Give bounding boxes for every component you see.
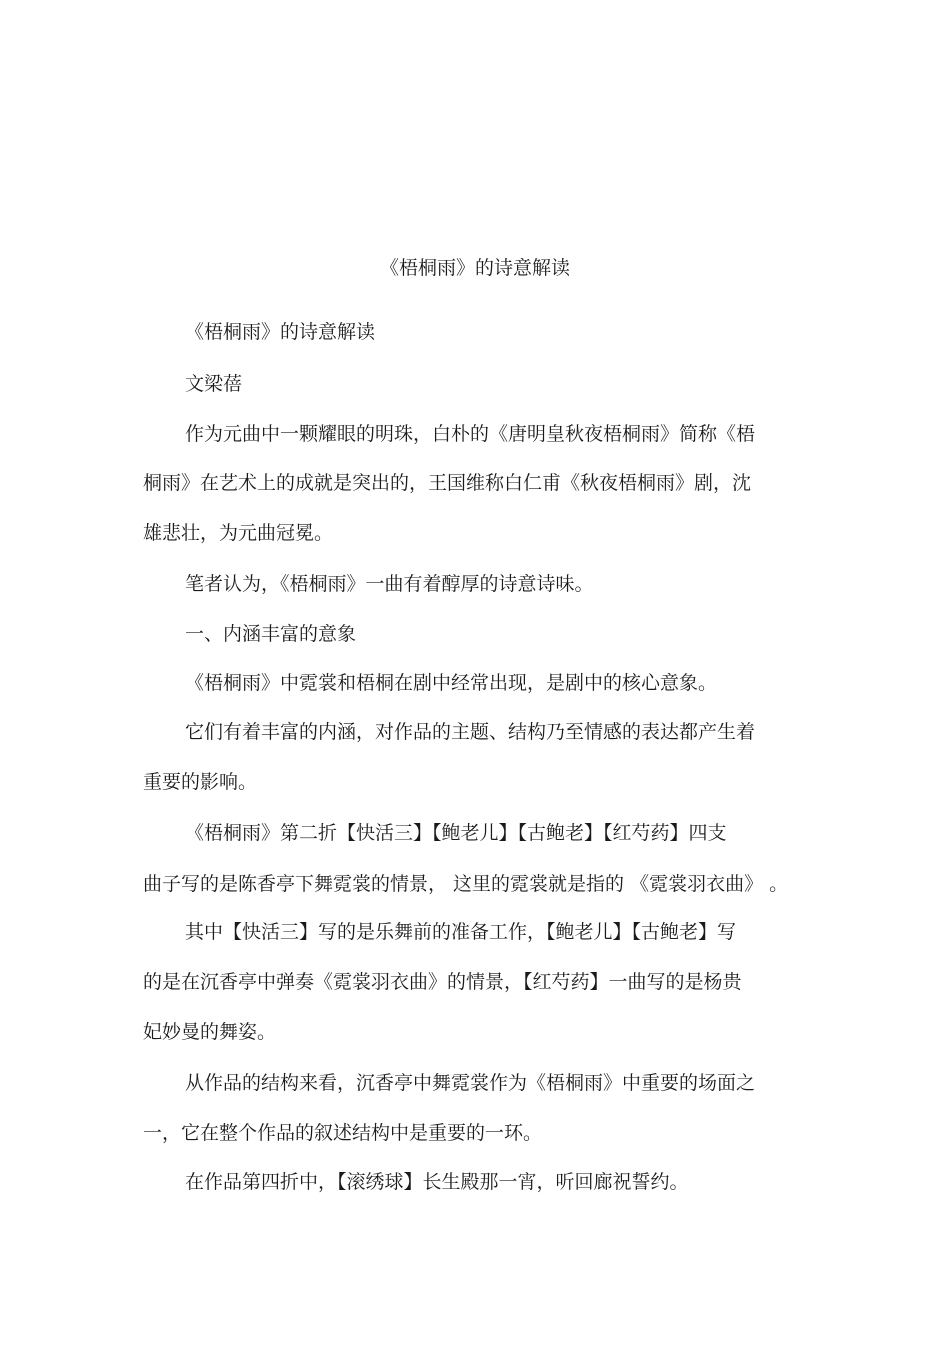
paragraph-line: 笔者认为，《梧桐雨》一曲有着醇厚的诗意诗味。 xyxy=(185,573,594,595)
paragraph-line: 从作品的结构来看，沉香亭中舞霓裳作为《梧桐雨》中重要的场面之 xyxy=(185,1072,756,1094)
paragraph-line: 它们有着丰富的内涵，对作品的主题、结构乃至情感的表达都产生着 xyxy=(185,721,756,743)
document-title: 《梧桐雨》的诗意解读 xyxy=(379,257,570,279)
paragraph-line: 《梧桐雨》中霓裳和梧桐在剧中经常出现，是剧中的核心意象。 xyxy=(185,672,718,694)
paragraph-line: 桐雨》在艺术上的成就是突出的，王国维称白仁甫《秋夜梧桐雨》剧，沈 xyxy=(143,472,752,494)
paragraph-line: 一，它在整个作品的叙述结构中是重要的一环。 xyxy=(143,1122,543,1144)
paragraph-line: 曲子写的是陈香亭下舞霓裳的情景， 这里的霓裳就是指的 《霓裳羽衣曲》 。 xyxy=(143,873,789,895)
section-heading: 一、内涵丰富的意象 xyxy=(185,623,357,645)
subtitle-line: 《梧桐雨》的诗意解读 xyxy=(185,321,376,343)
paragraph-line: 雄悲壮，为元曲冠冕。 xyxy=(143,522,334,544)
paragraph-line: 作为元曲中一颗耀眼的明珠，白朴的《唐明皇秋夜梧桐雨》简称《梧 xyxy=(185,423,756,445)
paragraph-line: 重要的影响。 xyxy=(143,771,258,793)
author-line: 文梁蓓 xyxy=(185,373,243,395)
paragraph-line: 的是在沉香亭中弹奏《霓裳羽衣曲》的情景，【红芍药】一曲写的是杨贵 xyxy=(143,971,742,993)
paragraph-line: 妃妙曼的舞姿。 xyxy=(143,1021,277,1043)
paragraph-line: 其中【快活三】写的是乐舞前的准备工作，【鲍老儿】【古鲍老】写 xyxy=(185,921,737,943)
paragraph-line: 《梧桐雨》第二折【快活三】【鲍老儿】【古鲍老】【红芍药】四支 xyxy=(185,822,727,844)
paragraph-line: 在作品第四折中，【滚绣球】长生殿那一宵，听回廊祝誓约。 xyxy=(185,1171,689,1193)
